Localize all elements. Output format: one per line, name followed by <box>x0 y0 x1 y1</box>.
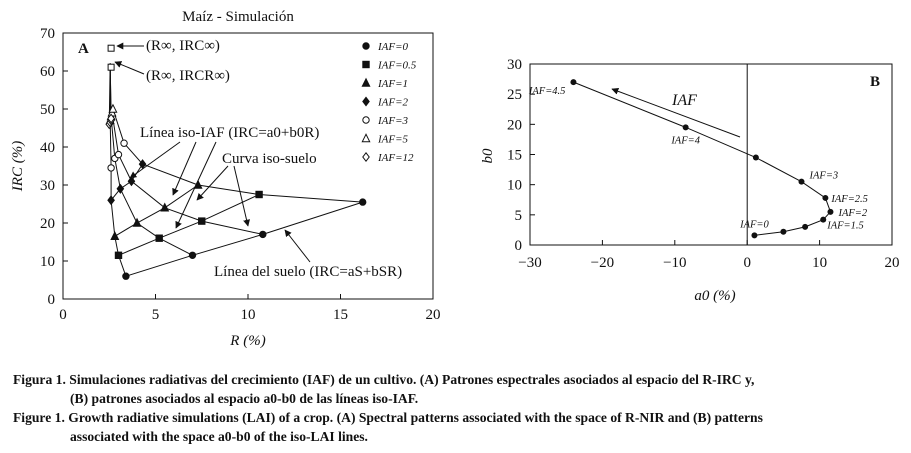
y-tick-label: 40 <box>40 140 55 156</box>
annotation-iso-suelo: Curva iso-suelo <box>222 151 317 167</box>
panel-b-series <box>528 79 868 238</box>
point-label: IAF=4 <box>671 135 700 147</box>
legend-marker <box>363 97 369 105</box>
y-tick-label: 20 <box>40 216 55 232</box>
panel-a-ylabel: IRC (%) <box>10 140 26 192</box>
point-label: IAF=1.5 <box>827 220 864 232</box>
legend-marker <box>363 61 369 67</box>
y-tick-label: 10 <box>507 177 522 194</box>
y-tick-label: 0 <box>514 238 522 254</box>
arrow-rinf-ircr <box>115 62 144 74</box>
x-tick-label: −20 <box>590 255 615 271</box>
point-label: IAF=4.5 <box>528 86 566 98</box>
iso-soil-curve <box>110 63 263 234</box>
data-point <box>753 155 759 161</box>
data-point <box>570 79 576 85</box>
annotation-rinf-ircr: (R∞, IRCR∞) <box>146 68 230 84</box>
data-point-iaf-0-5 <box>115 252 121 258</box>
data-point <box>799 179 805 185</box>
annotation-soil-line: Línea del suelo (IRC=aS+bSR) <box>214 264 403 280</box>
y-tick-label: 10 <box>40 254 55 270</box>
x-tick-label: 15 <box>333 307 348 323</box>
data-point <box>751 232 757 238</box>
point-label: IAF=2.5 <box>831 193 868 205</box>
iso-soil-curve <box>110 63 192 255</box>
legend-marker <box>363 43 369 49</box>
arrow-iso-suelo-1 <box>197 166 228 200</box>
data-point-iaf-3 <box>121 140 127 146</box>
panel-a-title: Maíz - Simulación <box>182 9 294 25</box>
y-tick-label: 0 <box>47 292 55 308</box>
a0-b0-curve <box>573 82 830 235</box>
x-tick-label: −10 <box>663 255 687 271</box>
legend-entry: IAF=12 <box>378 152 414 164</box>
panel-b-letter: B <box>870 74 881 90</box>
caption-en-line-2: associated with the space a0-b0 of the iso-LAI lines. <box>70 429 368 444</box>
legend-marker <box>363 117 369 123</box>
legend-entry: IAF=0.5 <box>378 59 417 72</box>
legend-entry: IAF=1 <box>378 78 409 90</box>
iso-iaf-line <box>115 185 198 236</box>
data-point-iaf-0-5 <box>156 235 162 241</box>
y-tick-label: 5 <box>514 207 522 224</box>
arrow-iso-iaf-1 <box>130 142 180 178</box>
x-tick-label: 0 <box>59 307 67 323</box>
panel-b-ticks <box>507 57 900 271</box>
data-point-iaf-1 <box>161 204 168 211</box>
figure-caption <box>13 370 903 446</box>
point-label: IAF=2 <box>838 207 868 219</box>
caption-es-line-1: Figura 1. Simulaciones radiativas del crecimiento (IAF) de un cultivo. (A) Patrones espectrales asociados al espacio del R-IRC y, <box>13 372 755 387</box>
data-point-iaf-0 <box>123 273 129 279</box>
arrow-iso-suelo-2 <box>234 166 248 226</box>
panel-a-chart <box>10 9 441 349</box>
data-point-iaf-0 <box>189 252 195 258</box>
data-point <box>822 195 828 201</box>
y-tick-label: 60 <box>40 64 55 80</box>
iso-iaf-line <box>111 164 142 200</box>
x-tick-label: 20 <box>884 255 900 271</box>
annotation-rinf-irc: (R∞, IRC∞) <box>146 38 220 54</box>
data-point-iaf-1 <box>111 232 118 239</box>
x-tick-label: −30 <box>518 255 542 271</box>
data-point <box>820 217 826 223</box>
y-tick-label: 70 <box>40 26 55 42</box>
r-inf-irc-point <box>108 45 114 51</box>
data-point-iaf-1 <box>133 219 140 226</box>
arrow-iso-iaf-2 <box>173 142 196 195</box>
data-point-iaf-0-5 <box>199 218 205 224</box>
caption-es-line-2: (B) patrones asociados al espacio a0-b0 de las líneas iso-IAF. <box>70 391 419 406</box>
x-tick-label: 5 <box>151 307 160 323</box>
legend-entry: IAF=3 <box>378 115 409 127</box>
data-point-iaf-0-5 <box>256 191 262 197</box>
x-tick-label: 0 <box>743 255 751 271</box>
y-tick-label: 20 <box>507 117 522 134</box>
panel-b-xlabel: a0 (%) <box>694 288 736 304</box>
data-point <box>827 209 833 215</box>
data-point-iaf-0 <box>260 231 266 237</box>
panel-b-arrow-label: IAF <box>672 92 697 109</box>
legend-entry: IAF=2 <box>378 96 409 109</box>
panel-b-ylabel: b0 <box>480 148 496 164</box>
data-point <box>802 224 808 230</box>
panel-a-letter: A <box>78 41 89 57</box>
caption-en-line-1: Figure 1. Growth radiative simulations (LAI) of a crop. (A) Spectral patterns associated with the space of R-NIR and (B) patterns <box>13 410 763 425</box>
point-label: IAF=0 <box>740 219 769 231</box>
point-label: IAF=3 <box>809 170 839 182</box>
data-point <box>780 229 786 235</box>
y-tick-label: 50 <box>40 102 55 118</box>
panel-b-chart <box>480 57 900 304</box>
data-point-iaf-3 <box>115 151 121 157</box>
annotation-iso-iaf: Línea iso-IAF (IRC=a0+b0R) <box>140 125 320 141</box>
arrow-soil-line <box>285 230 310 262</box>
y-tick-label: 30 <box>40 178 55 194</box>
y-tick-label: 25 <box>507 87 522 104</box>
legend-marker <box>363 153 369 161</box>
panel-a-legend <box>362 41 416 164</box>
legend-marker <box>362 79 369 86</box>
panel-a-xlabel: R (%) <box>230 333 266 349</box>
legend-marker <box>362 134 369 141</box>
y-tick-label: 15 <box>507 147 522 164</box>
r-inf-ircr-point <box>108 64 114 70</box>
data-point-iaf-3 <box>108 165 114 171</box>
legend-entry: IAF=5 <box>378 133 409 146</box>
data-point <box>683 124 689 130</box>
data-point-iaf-0 <box>360 199 366 205</box>
y-tick-label: 30 <box>507 57 522 73</box>
legend-entry: IAF=0 <box>378 41 409 53</box>
x-tick-label: 20 <box>425 307 441 323</box>
x-tick-label: 10 <box>240 307 256 323</box>
x-tick-label: 10 <box>812 255 828 271</box>
